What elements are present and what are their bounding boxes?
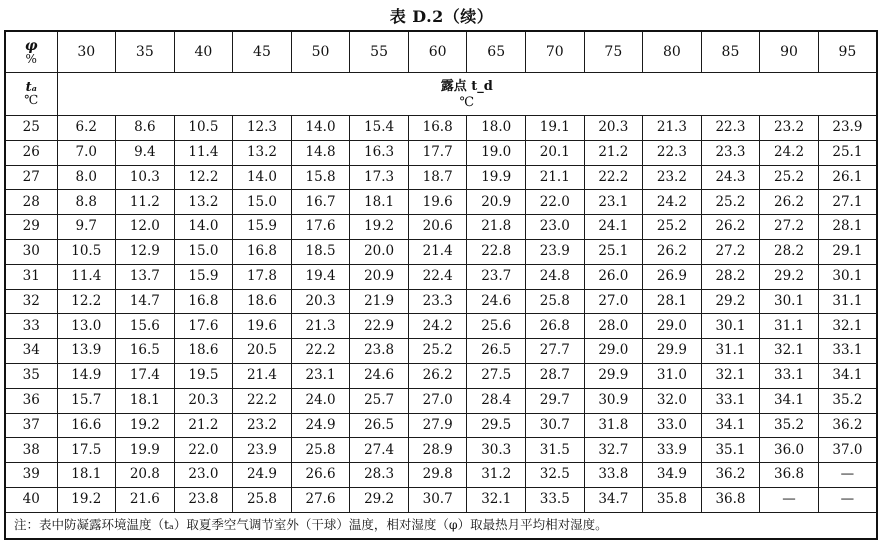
humidity-header-cell: 65 [467, 31, 526, 73]
dew-point-value-cell: 14.0 [291, 116, 350, 141]
dew-point-value-cell: 24.1 [584, 215, 643, 240]
dew-point-value-cell: 19.2 [116, 413, 175, 438]
dew-point-title: 露点 t_d [440, 78, 493, 94]
dew-point-value-cell: 27.7 [526, 339, 585, 364]
dew-point-value-cell: 34.9 [643, 463, 702, 488]
dew-point-value-cell: 16.8 [408, 116, 467, 141]
dew-point-value-cell: 25.2 [643, 215, 702, 240]
dew-point-value-cell: 25.8 [291, 438, 350, 463]
dew-point-value-cell: 29.2 [760, 264, 819, 289]
temperature-cell: 25 [5, 116, 57, 141]
dew-point-value-cell: 19.6 [408, 190, 467, 215]
dew-point-value-cell: 9.4 [116, 140, 175, 165]
dew-point-value-cell: 16.5 [116, 339, 175, 364]
dew-point-value-cell: 34.1 [760, 388, 819, 413]
dew-point-value-cell: 30.1 [818, 264, 877, 289]
dew-point-value-cell: 22.9 [350, 314, 409, 339]
dew-point-value-cell: 30.3 [467, 438, 526, 463]
dew-point-value-cell: 29.2 [350, 487, 409, 512]
dew-point-value-cell: 25.2 [701, 190, 760, 215]
temperature-cell: 40 [5, 487, 57, 512]
dew-point-value-cell: 22.4 [408, 264, 467, 289]
dew-point-value-cell: 17.8 [233, 264, 292, 289]
dew-point-value-cell: 36.2 [818, 413, 877, 438]
dew-point-value-cell: 26.5 [467, 339, 526, 364]
dew-point-value-cell: 26.8 [526, 314, 585, 339]
dew-point-value-cell: 32.7 [584, 438, 643, 463]
table-row [5, 165, 877, 190]
dew-point-value-cell: 31.1 [701, 339, 760, 364]
dew-point-value-cell: 23.7 [467, 264, 526, 289]
dew-point-value-cell: 27.0 [584, 289, 643, 314]
dew-point-value-cell: 21.2 [584, 140, 643, 165]
dew-point-value-cell: 12.0 [116, 215, 175, 240]
dew-point-value-cell: 19.2 [350, 215, 409, 240]
temperature-cell: 36 [5, 388, 57, 413]
dew-point-value-cell: 33.1 [760, 363, 819, 388]
dew-point-value-cell: 13.2 [233, 140, 292, 165]
dew-point-value-cell: 27.0 [408, 388, 467, 413]
dew-point-value-cell: 26.9 [643, 264, 702, 289]
dew-point-value-cell: 23.8 [350, 339, 409, 364]
dew-point-value-cell: 17.7 [408, 140, 467, 165]
table-row [5, 140, 877, 165]
dew-point-value-cell: 34.1 [701, 413, 760, 438]
dew-point-value-cell: 20.3 [291, 289, 350, 314]
dew-point-value-cell: 23.3 [701, 140, 760, 165]
table-row [5, 487, 877, 512]
dew-point-value-cell: 29.0 [643, 314, 702, 339]
table-row [5, 264, 877, 289]
humidity-header-cell: 85 [701, 31, 760, 73]
dew-point-value-cell: 15.0 [174, 239, 233, 264]
dew-point-value-cell: 10.5 [174, 116, 233, 141]
dew-point-value-cell: 32.1 [818, 314, 877, 339]
dew-point-value-cell: 28.2 [701, 264, 760, 289]
dew-point-value-cell: 11.2 [116, 190, 175, 215]
dew-point-value-cell: 22.0 [526, 190, 585, 215]
dew-point-value-cell: 10.3 [116, 165, 175, 190]
dew-point-value-cell: 18.6 [233, 289, 292, 314]
humidity-header-cell: 55 [350, 31, 409, 73]
table-row [5, 388, 877, 413]
dew-point-value-cell: 12.2 [174, 165, 233, 190]
dew-point-value-cell: 22.2 [291, 339, 350, 364]
dew-point-value-cell: 20.3 [584, 116, 643, 141]
table-caption: 表 D.2（续） [389, 7, 494, 26]
dew-point-value-cell: 33.8 [584, 463, 643, 488]
temperature-cell: 31 [5, 264, 57, 289]
dew-point-value-cell: 20.5 [233, 339, 292, 364]
humidity-header-row [5, 31, 877, 73]
table-row [5, 314, 877, 339]
dew-point-value-cell: 29.9 [584, 363, 643, 388]
dew-point-value-cell: 21.8 [467, 215, 526, 240]
dew-point-value-cell: 13.2 [174, 190, 233, 215]
dew-point-value-cell: 27.6 [291, 487, 350, 512]
dew-point-value-cell: 24.3 [701, 165, 760, 190]
dew-point-value-cell: 12.2 [57, 289, 116, 314]
dew-point-value-cell: 15.9 [233, 215, 292, 240]
humidity-header-cell: 70 [526, 31, 585, 73]
dew-point-value-cell: 35.8 [643, 487, 702, 512]
dew-point-value-cell: — [818, 463, 877, 488]
dew-point-value-cell: 27.1 [818, 190, 877, 215]
dew-point-value-cell: 29.9 [643, 339, 702, 364]
dew-point-value-cell: 27.5 [467, 363, 526, 388]
dew-point-value-cell: 33.0 [643, 413, 702, 438]
dew-point-value-cell: 34.1 [818, 363, 877, 388]
dew-point-value-cell: 12.3 [233, 116, 292, 141]
dew-point-value-cell: 28.1 [818, 215, 877, 240]
temperature-cell: 26 [5, 140, 57, 165]
dew-point-value-cell: 16.8 [174, 289, 233, 314]
dew-point-value-cell: 20.1 [526, 140, 585, 165]
dew-point-value-cell: 21.1 [526, 165, 585, 190]
humidity-header-cell: 40 [174, 31, 233, 73]
dew-point-value-cell: 19.0 [467, 140, 526, 165]
temperature-cell: 35 [5, 363, 57, 388]
dew-point-value-cell: 23.9 [818, 116, 877, 141]
temperature-cell: 38 [5, 438, 57, 463]
dew-point-value-cell: 17.3 [350, 165, 409, 190]
dew-point-value-cell: 24.6 [467, 289, 526, 314]
dew-point-value-cell: 21.3 [291, 314, 350, 339]
ta-stub-cell [5, 73, 57, 116]
temperature-cell: 39 [5, 463, 57, 488]
dew-point-value-cell: 26.2 [701, 215, 760, 240]
dew-point-value-cell: 22.8 [467, 239, 526, 264]
dew-point-value-cell: 23.0 [174, 463, 233, 488]
dew-point-value-cell: 24.2 [408, 314, 467, 339]
dew-point-value-cell: 23.2 [643, 165, 702, 190]
dew-point-value-cell: 30.7 [526, 413, 585, 438]
dew-point-value-cell: 25.8 [526, 289, 585, 314]
dew-point-value-cell: 30.7 [408, 487, 467, 512]
phi-stub-cell [5, 31, 57, 73]
dew-point-value-cell: 27.9 [408, 413, 467, 438]
table-row [5, 215, 877, 240]
dew-point-value-cell: 37.0 [818, 438, 877, 463]
temperature-cell: 30 [5, 239, 57, 264]
dew-point-value-cell: 24.8 [526, 264, 585, 289]
humidity-header-cell: 30 [57, 31, 116, 73]
dew-point-value-cell: 15.6 [116, 314, 175, 339]
dew-point-value-cell: 13.9 [57, 339, 116, 364]
dew-point-value-cell: 33.1 [818, 339, 877, 364]
dew-point-value-cell: 18.1 [116, 388, 175, 413]
humidity-header-cell: 95 [818, 31, 877, 73]
dew-point-value-cell: — [760, 487, 819, 512]
dew-point-value-cell: 26.2 [408, 363, 467, 388]
table-row [5, 239, 877, 264]
dew-point-value-cell: 22.3 [701, 116, 760, 141]
dew-point-value-cell: 18.6 [174, 339, 233, 364]
dew-point-value-cell: 31.8 [584, 413, 643, 438]
temperature-cell: 28 [5, 190, 57, 215]
dew-point-value-cell: 21.3 [643, 116, 702, 141]
table-row [5, 363, 877, 388]
dew-point-value-cell: 23.0 [526, 215, 585, 240]
dew-point-value-cell: 17.5 [57, 438, 116, 463]
dew-point-value-cell: 24.9 [233, 463, 292, 488]
dew-point-value-cell: 13.7 [116, 264, 175, 289]
dew-point-value-cell: 36.2 [701, 463, 760, 488]
dew-point-value-cell: 18.1 [57, 463, 116, 488]
dew-point-value-cell: 23.9 [526, 239, 585, 264]
dew-point-value-cell: 23.3 [408, 289, 467, 314]
dew-point-value-cell: 8.8 [57, 190, 116, 215]
dew-point-value-cell: 19.5 [174, 363, 233, 388]
dew-point-value-cell: 15.9 [174, 264, 233, 289]
temperature-cell: 37 [5, 413, 57, 438]
dew-point-value-cell: 29.8 [408, 463, 467, 488]
temperature-cell: 27 [5, 165, 57, 190]
unit-header-row [5, 73, 877, 116]
dew-point-value-cell: 25.1 [584, 239, 643, 264]
dew-point-value-cell: 32.1 [760, 339, 819, 364]
dew-point-value-cell: 29.1 [818, 239, 877, 264]
dew-point-value-cell: 31.1 [818, 289, 877, 314]
dew-point-value-cell: 18.7 [408, 165, 467, 190]
dew-point-value-cell: 24.2 [643, 190, 702, 215]
humidity-header-cell: 60 [408, 31, 467, 73]
humidity-header-cell: 45 [233, 31, 292, 73]
table-row [5, 289, 877, 314]
dew-point-value-cell: 15.7 [57, 388, 116, 413]
dew-point-value-cell: 25.2 [760, 165, 819, 190]
dew-point-value-cell: 33.1 [701, 388, 760, 413]
humidity-header-cell: 80 [643, 31, 702, 73]
dew-point-value-cell: 20.8 [116, 463, 175, 488]
table-row [5, 413, 877, 438]
dew-point-value-cell: 11.4 [57, 264, 116, 289]
dew-point-value-cell: 28.0 [584, 314, 643, 339]
dew-point-value-cell: 14.9 [57, 363, 116, 388]
dew-point-value-cell: 27.2 [760, 215, 819, 240]
temperature-cell: 32 [5, 289, 57, 314]
dew-point-value-cell: 16.6 [57, 413, 116, 438]
dew-point-value-cell: 23.2 [233, 413, 292, 438]
dew-point-value-cell: 36.8 [701, 487, 760, 512]
dew-point-value-cell: 28.9 [408, 438, 467, 463]
dew-point-value-cell: 27.2 [701, 239, 760, 264]
dew-point-value-cell: 35.1 [701, 438, 760, 463]
dew-point-value-cell: 24.0 [291, 388, 350, 413]
dew-point-value-cell: 10.5 [57, 239, 116, 264]
dew-point-value-cell: 20.0 [350, 239, 409, 264]
dew-point-value-cell: 28.1 [643, 289, 702, 314]
dew-point-value-cell: 21.4 [408, 239, 467, 264]
dew-point-value-cell: 17.6 [174, 314, 233, 339]
dew-point-value-cell: 29.2 [701, 289, 760, 314]
dew-point-value-cell: 7.0 [57, 140, 116, 165]
dew-point-merged-header [57, 73, 877, 116]
dew-point-value-cell: 11.4 [174, 140, 233, 165]
dew-point-value-cell: 28.2 [760, 239, 819, 264]
dew-point-value-cell: 26.0 [584, 264, 643, 289]
dew-point-value-cell: 23.8 [174, 487, 233, 512]
dew-point-value-cell: 20.9 [467, 190, 526, 215]
dew-point-value-cell: 34.7 [584, 487, 643, 512]
table-note: 注：表中防凝露环境温度（tₐ）取夏季空气调节室外（干球）温度，相对湿度（φ）取最热月平均相对湿度。 [5, 512, 877, 539]
dew-point-value-cell: 29.7 [526, 388, 585, 413]
dew-point-value-cell: 14.0 [233, 165, 292, 190]
dew-point-value-cell: 20.6 [408, 215, 467, 240]
ta-symbol: tₐ [25, 80, 37, 96]
dew-point-value-cell: 20.3 [174, 388, 233, 413]
table-row [5, 339, 877, 364]
dew-point-value-cell: 19.1 [526, 116, 585, 141]
dew-point-value-cell: 28.7 [526, 363, 585, 388]
dew-point-value-cell: 15.8 [291, 165, 350, 190]
dew-point-value-cell: 14.7 [116, 289, 175, 314]
temperature-cell: 29 [5, 215, 57, 240]
dew-point-value-cell: 19.9 [116, 438, 175, 463]
dew-point-value-cell: — [818, 487, 877, 512]
ta-unit: ℃ [24, 92, 39, 108]
dew-point-value-cell: 19.9 [467, 165, 526, 190]
dew-point-value-cell: 14.8 [291, 140, 350, 165]
dew-point-value-cell: 8.0 [57, 165, 116, 190]
dew-point-value-cell: 28.4 [467, 388, 526, 413]
dew-point-value-cell: 22.0 [174, 438, 233, 463]
dew-point-value-cell: 23.1 [291, 363, 350, 388]
dew-point-value-cell: 16.8 [233, 239, 292, 264]
table-row [5, 190, 877, 215]
dew-point-value-cell: 8.6 [116, 116, 175, 141]
dew-point-value-cell: 28.3 [350, 463, 409, 488]
dew-point-value-cell: 31.1 [760, 314, 819, 339]
dew-point-value-cell: 25.7 [350, 388, 409, 413]
dew-point-value-cell: 24.2 [760, 140, 819, 165]
dew-point-value-cell: 21.6 [116, 487, 175, 512]
dew-point-value-cell: 23.1 [584, 190, 643, 215]
dew-point-value-cell: 19.4 [291, 264, 350, 289]
dew-point-value-cell: 26.6 [291, 463, 350, 488]
dew-point-value-cell: 18.0 [467, 116, 526, 141]
dew-point-value-cell: 33.9 [643, 438, 702, 463]
phi-unit: % [25, 52, 37, 66]
humidity-header-cell: 75 [584, 31, 643, 73]
dew-point-value-cell: 21.4 [233, 363, 292, 388]
dew-point-value-cell: 21.9 [350, 289, 409, 314]
humidity-header-cell: 35 [116, 31, 175, 73]
humidity-header-cell: 50 [291, 31, 350, 73]
dew-point-value-cell: 23.2 [760, 116, 819, 141]
dew-point-value-cell: 17.4 [116, 363, 175, 388]
dew-point-value-cell: 30.1 [701, 314, 760, 339]
note-row [5, 512, 877, 539]
dew-point-value-cell: 22.2 [233, 388, 292, 413]
dew-point-value-cell: 25.2 [408, 339, 467, 364]
dew-point-value-cell: 19.2 [57, 487, 116, 512]
dew-point-unit: ℃ [459, 94, 475, 110]
dew-point-value-cell: 22.3 [643, 140, 702, 165]
dew-point-table [4, 30, 878, 540]
dew-point-value-cell: 26.5 [350, 413, 409, 438]
table-row [5, 438, 877, 463]
temperature-cell: 33 [5, 314, 57, 339]
dew-point-value-cell: 24.9 [291, 413, 350, 438]
dew-point-value-cell: 33.5 [526, 487, 585, 512]
dew-point-value-cell: 25.6 [467, 314, 526, 339]
dew-point-value-cell: 26.1 [818, 165, 877, 190]
dew-point-value-cell: 36.0 [760, 438, 819, 463]
dew-point-value-cell: 26.2 [643, 239, 702, 264]
dew-point-value-cell: 18.5 [291, 239, 350, 264]
table-row [5, 463, 877, 488]
dew-point-value-cell: 29.0 [584, 339, 643, 364]
dew-point-value-cell: 24.6 [350, 363, 409, 388]
dew-point-value-cell: 32.0 [643, 388, 702, 413]
dew-point-value-cell: 6.2 [57, 116, 116, 141]
dew-point-value-cell: 23.9 [233, 438, 292, 463]
table-row [5, 116, 877, 141]
dew-point-value-cell: 25.1 [818, 140, 877, 165]
dew-point-value-cell: 25.8 [233, 487, 292, 512]
dew-point-value-cell: 36.8 [760, 463, 819, 488]
dew-point-value-cell: 35.2 [760, 413, 819, 438]
dew-point-value-cell: 14.0 [174, 215, 233, 240]
temperature-cell: 34 [5, 339, 57, 364]
dew-point-value-cell: 31.0 [643, 363, 702, 388]
dew-point-value-cell: 27.4 [350, 438, 409, 463]
dew-point-value-cell: 22.2 [584, 165, 643, 190]
dew-point-value-cell: 19.6 [233, 314, 292, 339]
dew-point-value-cell: 32.1 [467, 487, 526, 512]
dew-point-value-cell: 35.2 [818, 388, 877, 413]
dew-point-value-cell: 31.2 [467, 463, 526, 488]
dew-point-value-cell: 21.2 [174, 413, 233, 438]
dew-point-value-cell: 15.4 [350, 116, 409, 141]
dew-point-value-cell: 15.0 [233, 190, 292, 215]
dew-point-value-cell: 20.9 [350, 264, 409, 289]
dew-point-value-cell: 16.7 [291, 190, 350, 215]
dew-point-value-cell: 30.1 [760, 289, 819, 314]
dew-point-value-cell: 29.5 [467, 413, 526, 438]
dew-point-value-cell: 17.6 [291, 215, 350, 240]
humidity-header-cell: 90 [760, 31, 819, 73]
dew-point-value-cell: 13.0 [57, 314, 116, 339]
dew-point-value-cell: 32.1 [701, 363, 760, 388]
dew-point-value-cell: 18.1 [350, 190, 409, 215]
phi-symbol: φ [24, 38, 38, 54]
dew-point-value-cell: 16.3 [350, 140, 409, 165]
dew-point-value-cell: 30.9 [584, 388, 643, 413]
dew-point-value-cell: 31.5 [526, 438, 585, 463]
dew-point-value-cell: 26.2 [760, 190, 819, 215]
dew-point-value-cell: 32.5 [526, 463, 585, 488]
dew-point-value-cell: 12.9 [116, 239, 175, 264]
dew-point-value-cell: 9.7 [57, 215, 116, 240]
